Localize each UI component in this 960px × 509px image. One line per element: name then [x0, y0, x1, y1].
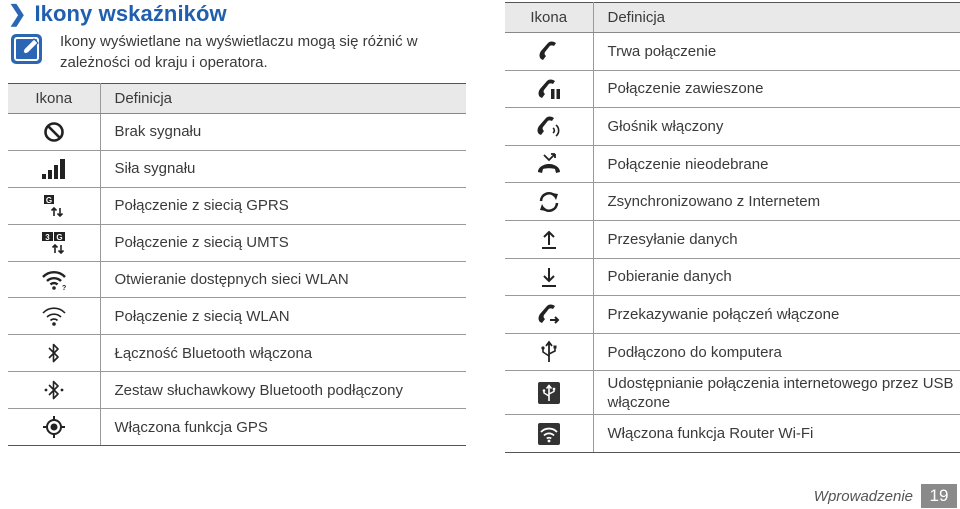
row-definition: Połączenie zawieszone — [593, 70, 960, 108]
usb-tethering-icon — [537, 381, 561, 405]
row-definition: Włączona funkcja GPS — [100, 409, 466, 446]
sync-icon — [536, 190, 562, 214]
table-row — [505, 258, 960, 296]
row-definition: Podłączono do komputera — [593, 333, 960, 371]
row-definition: Przesyłanie danych — [593, 220, 960, 258]
call-active-icon — [537, 39, 561, 63]
table-row — [8, 409, 466, 446]
page-number: 19 — [921, 484, 957, 508]
row-definition: Połączenie nieodebrane — [593, 145, 960, 183]
usb-icon — [538, 340, 560, 364]
header-definition: Definicja — [100, 84, 466, 114]
umts-icon — [41, 231, 67, 255]
speakerphone-icon — [535, 114, 563, 138]
upload-icon — [539, 228, 559, 250]
row-definition: Brak sygnału — [100, 114, 466, 151]
svg-text:3: 3 — [45, 232, 50, 242]
table-row — [8, 298, 466, 335]
table-row — [505, 296, 960, 334]
gprs-icon — [42, 194, 66, 218]
table-row — [8, 224, 466, 261]
row-definition: Połączenie z siecią UMTS — [100, 224, 466, 261]
table-row — [8, 150, 466, 187]
gps-icon — [42, 415, 66, 439]
wlan-connected-icon — [41, 305, 67, 327]
missed-call-icon — [535, 152, 563, 176]
table-row — [505, 33, 960, 71]
table-row — [505, 70, 960, 108]
wlan-open-icon — [41, 269, 67, 291]
table-row — [8, 114, 466, 151]
table-row — [8, 261, 466, 298]
row-definition: Zestaw słuchawkowy Bluetooth podłączony — [100, 372, 466, 409]
bluetooth-headset-icon — [43, 379, 65, 401]
section-title — [8, 1, 227, 27]
table-row — [505, 371, 960, 415]
table-row — [505, 220, 960, 258]
page-footer — [814, 484, 957, 508]
row-definition: Połączenie z siecią WLAN — [100, 298, 466, 335]
svg-text:G: G — [56, 232, 63, 242]
table-row — [8, 335, 466, 372]
section-title-text: Ikony wskaźników — [34, 1, 227, 26]
header-icon: Ikona — [8, 84, 100, 114]
no-signal-icon — [43, 121, 65, 143]
pencil-note-icon — [10, 33, 44, 65]
indicator-icons-table-right — [505, 2, 960, 453]
row-definition: Trwa połączenie — [593, 33, 960, 71]
call-forward-icon — [536, 302, 562, 326]
table-row — [505, 183, 960, 221]
row-definition: Otwieranie dostępnych sieci WLAN — [100, 261, 466, 298]
table-row — [505, 415, 960, 453]
table-row — [8, 372, 466, 409]
indicator-icons-table-left — [8, 83, 466, 446]
header-icon: Ikona — [505, 3, 593, 33]
row-definition: Głośnik włączony — [593, 108, 960, 146]
download-icon — [539, 266, 559, 288]
header-definition: Definicja — [593, 3, 960, 33]
row-definition: Połączenie z siecią GPRS — [100, 187, 466, 224]
note-text: Ikony wyświetlane na wyświetlaczu mogą się różnić w zależności od kraju i operatora. — [60, 33, 418, 71]
signal-strength-icon — [41, 158, 67, 180]
table-row — [8, 187, 466, 224]
svg-text:G: G — [45, 195, 52, 205]
row-definition: Udostępnianie połączenia internetowego przez USB włączone — [593, 371, 960, 415]
row-definition: Łączność Bluetooth włączona — [100, 335, 466, 372]
table-row — [505, 333, 960, 371]
bluetooth-icon — [47, 342, 61, 364]
svg-text:?: ? — [61, 284, 67, 291]
row-definition: Przekazywanie połączeń włączone — [593, 296, 960, 334]
table-row — [505, 145, 960, 183]
table-header-row — [8, 84, 466, 114]
table-row — [505, 108, 960, 146]
row-definition: Siła sygnału — [100, 150, 466, 187]
row-definition: Pobieranie danych — [593, 258, 960, 296]
chevron-right-icon: ❯ — [8, 1, 27, 26]
table-header-row — [505, 3, 960, 33]
row-definition: Zsynchronizowano z Internetem — [593, 183, 960, 221]
call-hold-icon — [536, 77, 562, 101]
footer-section-name: Wprowadzenie — [813, 487, 913, 505]
row-definition: Włączona funkcja Router Wi-Fi — [593, 415, 960, 453]
wifi-hotspot-icon — [537, 422, 561, 446]
